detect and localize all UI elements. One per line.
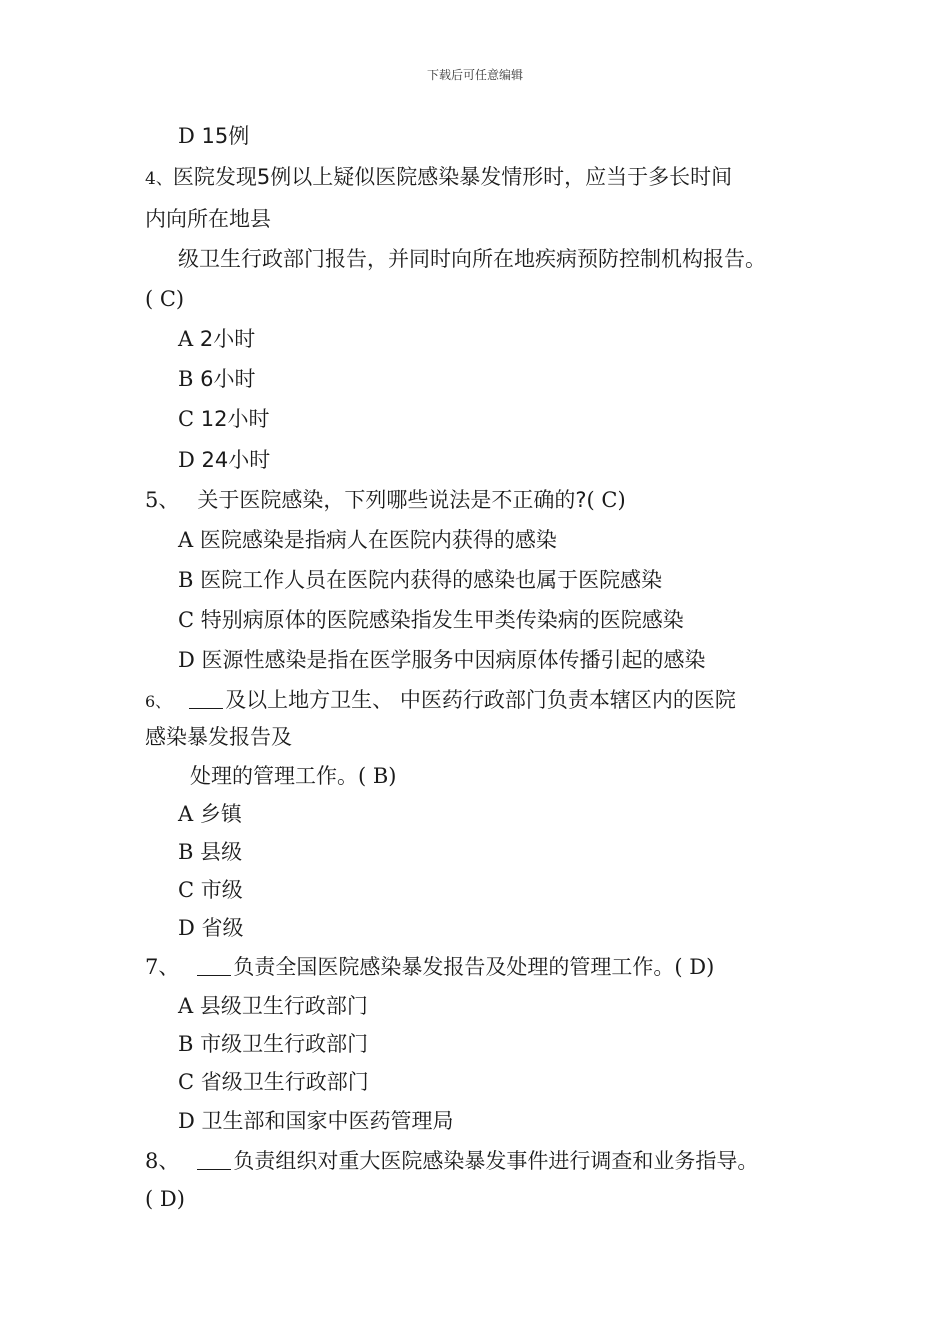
option-text: 县级 [200, 840, 243, 864]
option-text: 医院工作人员在医院内获得的感染也属于医院感染 [200, 568, 663, 592]
option-text: 卫生部和国家中医药管理局 [201, 1109, 454, 1133]
q5-option-d [178, 646, 706, 674]
option-text: 市级卫生行政部门 [200, 1032, 369, 1056]
q3-option-d [178, 122, 249, 150]
option-text: 12小时 [200, 407, 270, 431]
question-number: 4、 [145, 169, 173, 189]
q6-stem-line-1 [145, 686, 736, 716]
q7-option-c [178, 1068, 369, 1096]
q6-option-c [178, 876, 243, 904]
option-letter: D [178, 1109, 195, 1133]
page-header: 下载后可任意编辑 [426, 68, 523, 82]
option-letter: A [178, 994, 194, 1018]
question-answer: ( B) [358, 764, 397, 788]
q6-option-d [178, 914, 244, 942]
q4-option-d [178, 446, 270, 474]
option-text: 医源性感染是指在医学服务中因病原体传播引起的感染 [201, 648, 706, 672]
question-number: 6、 [145, 692, 172, 711]
q4-answer: ( C) [145, 287, 185, 311]
q6-stem-line-3 [190, 762, 397, 790]
question-text: 负责全国医院感染暴发报告及处理的管理工作。 [233, 955, 675, 979]
option-letter: C [178, 1070, 195, 1094]
option-letter: B [178, 840, 194, 864]
q8-stem [145, 1147, 758, 1175]
q5-option-b [178, 566, 662, 594]
question-number: 8、 [145, 1149, 180, 1173]
option-letter: C [178, 608, 195, 632]
q5-option-c [178, 606, 684, 634]
option-text: 市级 [200, 878, 243, 902]
q4-option-b [178, 365, 256, 393]
q4-stem-line-2: 内向所在地县 [145, 207, 271, 231]
option-text: 24小时 [201, 448, 271, 472]
q5-stem [145, 486, 626, 514]
question-text: 医院发现5例以上疑似医院感染暴发情形时，应当于多长时间 [172, 165, 733, 189]
option-text: 省级卫生行政部门 [200, 1070, 369, 1094]
q7-stem [145, 953, 714, 981]
option-letter: D [178, 448, 195, 472]
option-letter: C [178, 407, 195, 431]
q5-option-a [178, 526, 557, 554]
question-text: 处理的管理工作。 [190, 764, 358, 788]
option-text: 省级 [201, 916, 244, 940]
option-letter: A [178, 327, 194, 351]
fill-in-blank [197, 955, 231, 976]
q6-option-a [178, 800, 242, 828]
option-letter: A [178, 528, 194, 552]
q7-option-d [178, 1107, 454, 1135]
q4-stem-line-1 [145, 163, 732, 193]
option-letter: D [178, 916, 195, 940]
option-text: 6小时 [200, 367, 256, 391]
fill-in-blank [189, 688, 223, 709]
option-letter: B [178, 568, 194, 592]
option-text: 2小时 [199, 327, 256, 351]
question-number: 5、 [145, 488, 180, 512]
q4-option-a [178, 325, 255, 353]
question-text: 负责组织对重大医院感染暴发事件进行调查和业务指导。 [233, 1149, 759, 1173]
question-text: 及以上地方卫生、 中医药行政部门负责本辖区内的医院 [225, 688, 736, 712]
question-text: 关于医院感染，下列哪些说法是不正确的? [197, 488, 587, 512]
q4-option-c [178, 405, 270, 433]
q4-stem-line-3: 级卫生行政部门报告，并同时向所在地疾病预防控制机构报告。 [178, 247, 766, 271]
option-letter: D [178, 124, 195, 148]
question-answer: ( D) [674, 955, 715, 979]
q7-option-b [178, 1030, 368, 1058]
question-number: 7、 [145, 955, 180, 979]
question-answer: ( C) [586, 488, 626, 512]
option-letter: A [178, 802, 194, 826]
q7-option-a [178, 992, 368, 1020]
fill-in-blank [197, 1149, 231, 1170]
option-letter: C [178, 878, 195, 902]
option-text: 乡镇 [199, 802, 242, 826]
q6-option-b [178, 838, 242, 866]
option-text: 特别病原体的医院感染指发生甲类传染病的医院感染 [200, 608, 684, 632]
option-letter: B [178, 367, 194, 391]
option-text: 15例 [201, 124, 250, 148]
option-letter: B [178, 1032, 194, 1056]
option-text: 县级卫生行政部门 [199, 994, 368, 1018]
option-text: 医院感染是指病人在医院内获得的感染 [199, 528, 557, 552]
q8-answer: ( D) [145, 1187, 185, 1211]
option-letter: D [178, 648, 195, 672]
q6-stem-line-2: 感染暴发报告及 [145, 725, 292, 749]
